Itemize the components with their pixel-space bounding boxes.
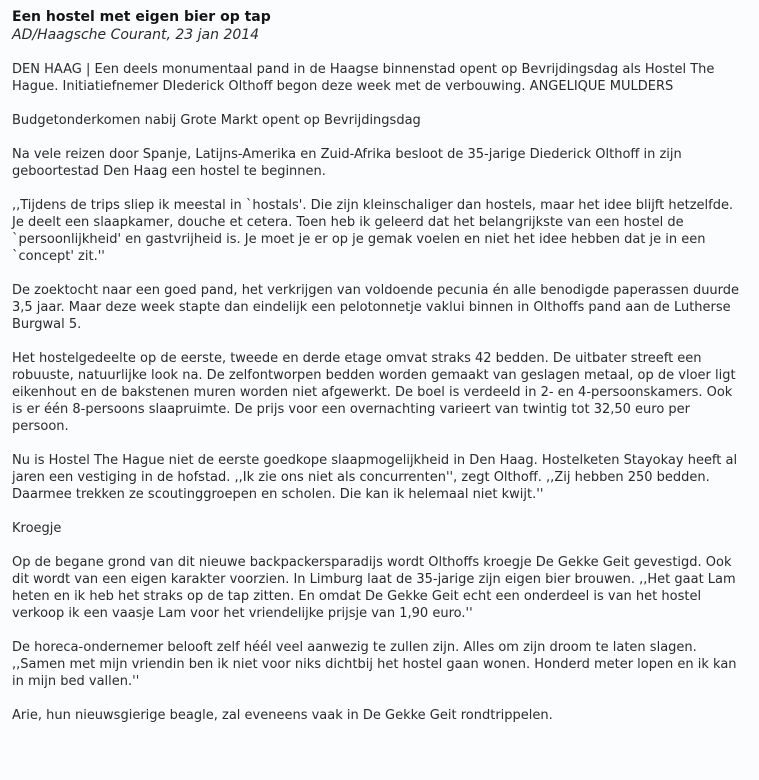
article-subheading-kroegje: Kroegje [12, 521, 62, 536]
article-paragraph: De horeca-ondernemer belooft zelf héél veel aanwezig te zullen zijn. Alles om zijn droom te laten slagen. ,,Samen met mijn vriendin ben ik niet voor niks dichtbij het hostel gaan wonen. Honderd meter lopen en ik kan in mijn bed vallen.'' [12, 640, 737, 689]
article-paragraph: Het hostelgedeelte op de eerste, tweede en derde etage omvat straks 42 bedden. De uitbater streeft een robuuste, natuurlijke look na. De zelfontworpen bedden worden gemaakt van geslagen metaal, op de vloer ligt eikenhout en de bakstenen muren worden niet afgewerkt. De boel is verdeeld in 2- en 4-persoonskamers. Ook is er één 8-persoons slaapruimte. De prijs voor een overnachting varieert van twintig tot 32,50 euro per persoon. [12, 351, 736, 434]
article-paragraph: De zoektocht naar een goed pand, het verkrijgen van voldoende pecunia én alle benodigde paperassen duurde 3,5 jaar. Maar deze week stapte dan eindelijk een pelotonnetje vaklui binnen in Olthoffs pand aan de Lutherse Burgwal 5. [12, 283, 740, 332]
article-paragraph: ,,Tijdens de trips sliep ik meestal in `hostals'. Die zijn kleinschaliger dan hostels, maar het idee blijft hetzelfde. Je deelt een slaapkamer, douche et cetera. Toen heb ik geleerd dat het belangrijkste van een hostel de `persoonlijkheid' en gastvrijheid is. Je moet je er op je gemak voelen en niet het idee hebben dat je in een `concept' zit.'' [12, 198, 734, 264]
article-paragraph: Nu is Hostel The Hague niet de eerste goedkope slaapmogelijkheid in Den Haag. Hostelketen Stayokay heeft al jaren een vestiging in de hofstad. ,,Ik zie ons niet als concurrenten'', zegt Olthoff. ,,Zij hebben 250 bedden. Daarmee trekken ze scoutinggroepen en scholen. Die kan ik helemaal niet kwijt.'' [12, 453, 738, 502]
article-source-line: AD/Haagsche Courant, 23 jan 2014 [12, 27, 260, 43]
article-paragraph-lead: DEN HAAG | Een deels monumentaal pand in de Haagse binnenstad opent op Bevrijdingsdag als Hostel The Hague. Initiatiefnemer DIederick Olthoff begon deze week met de verbouwing. ANGELIQUE MULDERS [12, 62, 715, 94]
article-paragraph: Na vele reizen door Spanje, Latijns-Amerika en Zuid-Afrika besloot de 35-jarige Diederick Olthoff in zijn geboortestad Den Haag een hostel te beginnen. [12, 147, 682, 179]
article-paragraph-subtitle: Budgetonderkomen nabij Grote Markt opent op Bevrijdingsdag [12, 113, 421, 128]
article-title: Een hostel met eigen bier op tap [12, 9, 271, 25]
article-paragraph: Op de begane grond van dit nieuwe backpackersparadijs wordt Olthoffs kroegje De Gekke Geit gevestigd. Ook dit wordt van een eigen karakter voorzien. In Limburg laat de 35-jarige zijn eigen bier brouwen. ,,Het gaat Lam heten en ik heb het straks op de tap zitten. En omdat De Gekke Geit echt een onderdeel is van het hostel verkoop ik een vaasje Lam voor het vriendelijke prijsje van 1,90 euro.'' [12, 555, 736, 621]
article-paragraph-closing: Arie, hun nieuwsgierige beagle, zal eveneens vaak in De Gekke Geit rondtrippelen. [12, 708, 553, 723]
